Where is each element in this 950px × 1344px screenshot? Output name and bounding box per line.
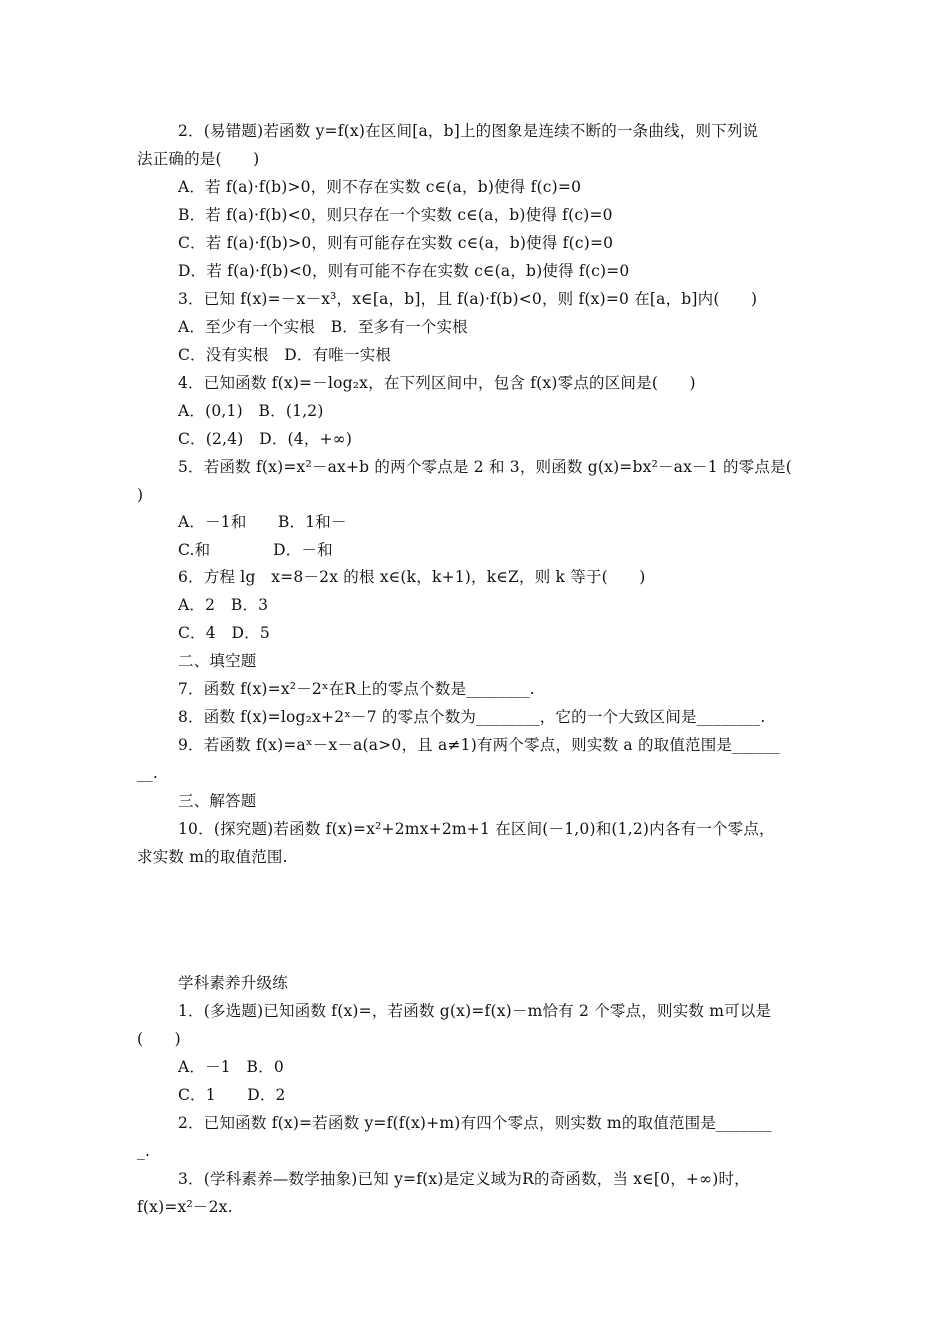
u1-stem-line1: 1．(多选题)已知函数 f(x)=，若函数 g(x)=f(x)－m恰有 2 个零点，则实数 m可以是 bbox=[178, 1002, 772, 1020]
q5-stem-line2: ) bbox=[137, 486, 144, 504]
q10-stem-line2: 求实数 m的取值范围. bbox=[137, 848, 288, 866]
q6-stem: 6．方程 lg x=8－2x 的根 x∈(k，k+1)，k∈Z，则 k 等于( ) bbox=[178, 568, 646, 586]
q5-options-cd: C.和 D．－和 bbox=[178, 541, 333, 559]
q10-stem-line1: 10．(探究题)若函数 f(x)=x²+2mx+2m+1 在区间(－1,0)和(1,2)内各有一个零点， bbox=[178, 820, 775, 838]
u1-options-ab: A．－1 B．0 bbox=[178, 1058, 284, 1076]
q8-stem: 8．函数 f(x)=log₂x+2ˣ－7 的零点个数为________，它的一个大致区间是________. bbox=[178, 708, 766, 726]
section-solve-heading: 三、解答题 bbox=[178, 792, 257, 810]
q9-stem-line1: 9．若函数 f(x)=aˣ－x－a(a>0，且 a≠1)有两个零点，则实数 a 的取值范围是______ bbox=[178, 736, 780, 754]
u2-stem-line1: 2．已知函数 f(x)=若函数 y=f(f(x)+m)有四个零点，则实数 m的取值范围是_______ bbox=[178, 1114, 772, 1132]
section-fill-blank-heading: 二、填空题 bbox=[178, 652, 257, 670]
q4-stem: 4．已知函数 f(x)=－log₂x，在下列区间中，包含 f(x)零点的区间是( ) bbox=[178, 374, 696, 392]
q4-options-ab: A．(0,1) B．(1,2) bbox=[178, 402, 324, 420]
q3-stem: 3．已知 f(x)=－x－x³，x∈[a，b]，且 f(a)·f(b)<0，则 f(x)=0 在[a，b]内( ) bbox=[178, 290, 758, 308]
q2-option-d: D．若 f(a)·f(b)<0，则有可能不存在实数 c∈(a，b)使得 f(c)=0 bbox=[178, 262, 630, 280]
q4-options-cd: C．(2,4) D．(4，+∞) bbox=[178, 430, 353, 448]
q3-options-ab: A．至少有一个实根 B．至多有一个实根 bbox=[178, 318, 468, 336]
q7-stem: 7．函数 f(x)=x²－2ˣ在R上的零点个数是________. bbox=[178, 680, 535, 698]
u1-options-cd: C．1 D．2 bbox=[178, 1086, 286, 1104]
q5-stem-line1: 5．若函数 f(x)=x²－ax+b 的两个零点是 2 和 3，则函数 g(x)=bx²－ax－1 的零点是( bbox=[178, 458, 792, 476]
q2-option-a: A．若 f(a)·f(b)>0，则不存在实数 c∈(a，b)使得 f(c)=0 bbox=[178, 178, 582, 196]
u2-stem-line2: _. bbox=[137, 1142, 151, 1160]
q5-options-ab: A．－1和 B．1和－ bbox=[178, 513, 347, 531]
q2-stem-line1: 2．(易错题)若函数 y=f(x)在区间[a，b]上的图象是连续不断的一条曲线，则下列说 bbox=[178, 122, 759, 140]
q9-stem-line2: __. bbox=[137, 764, 159, 782]
u3-stem-line1: 3．(学科素养—数学抽象)已知 y=f(x)是定义域为R的奇函数，当 x∈[0，+∞)时， bbox=[178, 1170, 750, 1188]
section-upgrade-heading: 学科素养升级练 bbox=[178, 974, 288, 992]
u1-stem-line2: ( ) bbox=[137, 1030, 181, 1048]
q2-option-b: B．若 f(a)·f(b)<0，则只存在一个实数 c∈(a，b)使得 f(c)=0 bbox=[178, 206, 613, 224]
u3-stem-line2: f(x)=x²－2x. bbox=[137, 1198, 233, 1216]
q6-options-ab: A．2 B．3 bbox=[178, 596, 269, 614]
q2-option-c: C．若 f(a)·f(b)>0，则有可能存在实数 c∈(a，b)使得 f(c)=0 bbox=[178, 234, 614, 252]
q6-options-cd: C．4 D．5 bbox=[178, 624, 270, 642]
q2-stem-line2: 法正确的是( ) bbox=[137, 150, 260, 168]
q3-options-cd: C．没有实根 D．有唯一实根 bbox=[178, 346, 392, 364]
